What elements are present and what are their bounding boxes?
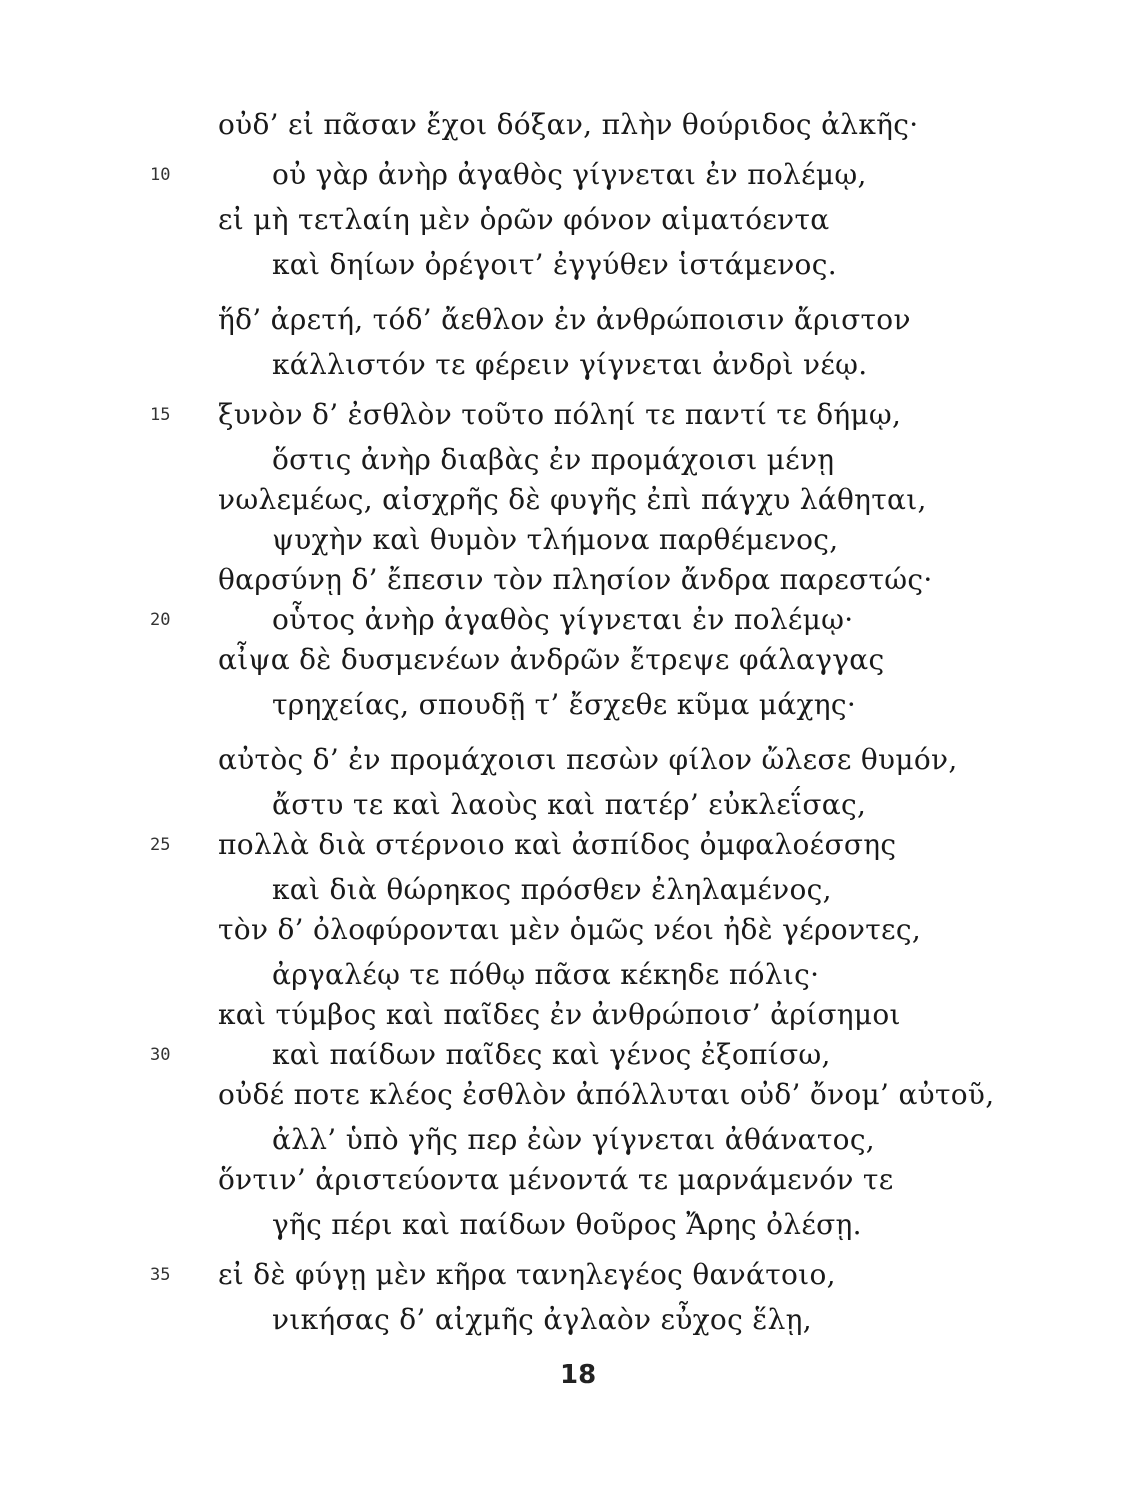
verse-text: καὶ παίδων παῖδες καὶ γένος ἐξοπίσω, — [272, 1038, 831, 1071]
verse-text: τὸν δ’ ὀλοφύρονται μὲν ὁμῶς νέοι ἠδὲ γέροντες, — [218, 913, 922, 946]
verse-text: οὐ γὰρ ἀνὴρ ἀγαθὸς γίγνεται ἐν πολέμῳ, — [272, 158, 867, 191]
verse-text: αὐτὸς δ’ ἐν προμάχοισι πεσὼν φίλον ὤλεσε θυμόν, — [218, 743, 958, 776]
line-number: 15 — [150, 405, 171, 425]
line-number: 30 — [150, 1045, 171, 1065]
verse-line — [0, 740, 1140, 790]
verse-text: ὅντιν’ ἀριστεύοντα μένοντά τε μαρνάμενόν τε — [218, 1163, 894, 1196]
line-number: 20 — [150, 610, 171, 630]
verse-text: ὅστις ἀνὴρ διαβὰς ἐν προμάχοισι μένῃ — [272, 443, 835, 476]
verse-text: εἰ μὴ τετλαίη μὲν ὁρῶν φόνον αἱματόεντα — [218, 203, 830, 236]
verse-text: κάλλιστόν τε φέρειν γίγνεται ἀνδρὶ νέῳ. — [272, 348, 868, 381]
verse-line — [0, 910, 1140, 960]
verse-text: ξυνὸν δ’ ἐσθλὸν τοῦτο πόληί τε παντί τε δήμῳ, — [218, 398, 902, 431]
verse-text: ἄστυ τε καὶ λαοὺς καὶ πατέρ’ εὐκλεΐσας, — [272, 788, 867, 821]
verse-text: καὶ δηίων ὀρέγοιτ’ ἐγγύθεν ἱστάμενος. — [272, 248, 837, 281]
verse-line — [0, 245, 1140, 295]
verse-text: τρηχείας, σπουδῇ τ’ ἔσχεθε κῦμα μάχης· — [272, 688, 857, 721]
line-number: 35 — [150, 1265, 171, 1285]
verse-text: οὗτος ἀνὴρ ἀγαθὸς γίγνεται ἐν πολέμῳ· — [272, 603, 854, 636]
verse-line — [0, 1160, 1140, 1210]
verse-line — [0, 825, 1140, 875]
verse-text: γῆς πέρι καὶ παίδων θοῦρος Ἄρης ὀλέσῃ. — [272, 1208, 862, 1241]
verse-text: ἀλλ’ ὑπὸ γῆς περ ἐὼν γίγνεται ἀθάνατος, — [272, 1123, 876, 1156]
verse-line — [0, 685, 1140, 735]
verse-text: νωλεμέως, αἰσχρῆς δὲ φυγῆς ἐπὶ πάγχυ λάθηται, — [218, 483, 927, 516]
page-number: 18 — [560, 1360, 597, 1390]
verse-text: οὐδ’ εἰ πᾶσαν ἔχοι δόξαν, πλὴν θούριδος ἀλκῆς· — [218, 108, 919, 141]
verse-text: πολλὰ διὰ στέρνοιο καὶ ἀσπίδος ὀμφαλοέσσης — [218, 828, 897, 861]
verse-line — [0, 300, 1140, 350]
verse-text: καὶ διὰ θώρηκος πρόσθεν ἐληλαμένος, — [272, 873, 832, 906]
verse-line — [0, 1300, 1140, 1350]
verse-line — [0, 345, 1140, 395]
verse-text: ἀργαλέῳ τε πόθῳ πᾶσα κέκηδε πόλις· — [272, 958, 820, 991]
verse-text: ἥδ’ ἀρετή, τόδ’ ἄεθλον ἐν ἀνθρώποισιν ἄριστον — [218, 303, 911, 336]
verse-line — [0, 155, 1140, 205]
verse-line — [0, 200, 1140, 250]
verse-text: καὶ τύμβος καὶ παῖδες ἐν ἀνθρώποισ’ ἀρίσημοι — [218, 998, 901, 1031]
verse-line — [0, 105, 1140, 155]
verse-text: εἰ δὲ φύγῃ μὲν κῆρα τανηλεγέος θανάτοιο, — [218, 1258, 836, 1291]
verse-text: νικήσας δ’ αἰχμῆς ἀγλαὸν εὖχος ἕλῃ, — [272, 1303, 812, 1336]
verse-text: αἶψα δὲ δυσμενέων ἀνδρῶν ἔτρεψε φάλαγγας — [218, 643, 885, 676]
line-number: 10 — [150, 165, 171, 185]
verse-line — [0, 1075, 1140, 1125]
line-number: 25 — [150, 835, 171, 855]
verse-line — [0, 1255, 1140, 1305]
verse-text: θαρσύνῃ δ’ ἔπεσιν τὸν πλησίον ἄνδρα παρεστώς· — [218, 563, 933, 596]
verse-line — [0, 640, 1140, 690]
verse-text: οὐδέ ποτε κλέος ἐσθλὸν ἀπόλλυται οὐδ’ ὄνομ’ αὐτοῦ, — [218, 1078, 995, 1111]
verse-text: ψυχὴν καὶ θυμὸν τλήμονα παρθέμενος, — [272, 523, 839, 556]
verse-line — [0, 395, 1140, 445]
verse-line — [0, 1205, 1140, 1255]
